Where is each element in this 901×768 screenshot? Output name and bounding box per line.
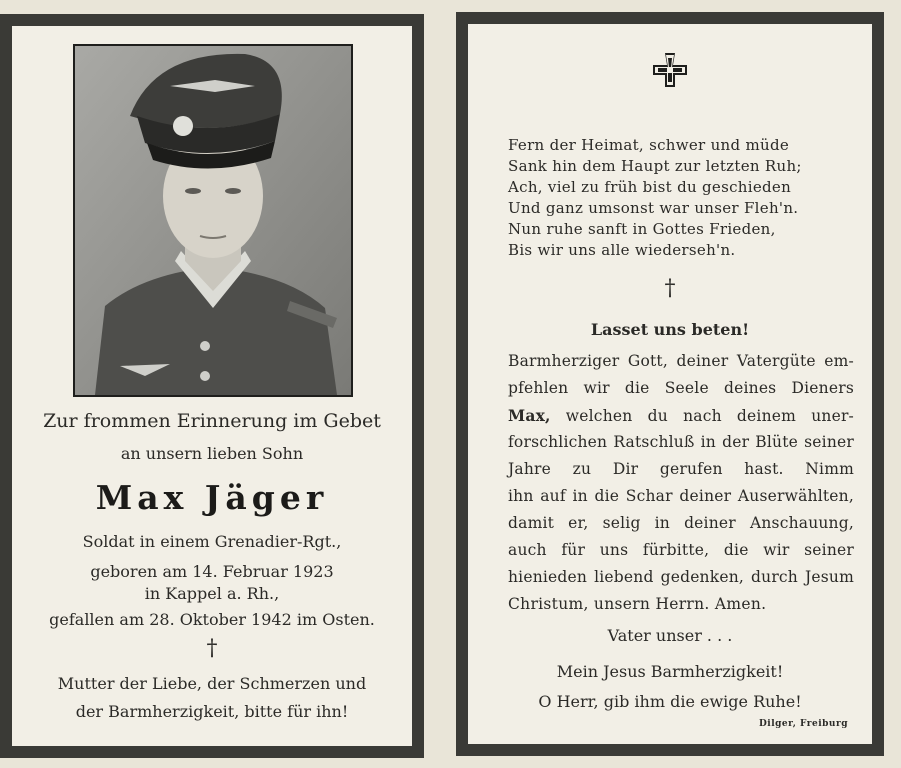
birth-place: in Kappel a. Rh., [144, 584, 280, 603]
poem-line-3: Ach, viel zu früh bist du geschieden [508, 178, 792, 196]
prayer-line-3-rest: welchen du nach deinem uner- [550, 407, 854, 425]
poem-line-6: Bis wir uns alle wiederseh'n. [508, 241, 736, 259]
closing-invocation: Mein Jesus Barmherzigkeit! [556, 662, 784, 681]
prayer-line-2: der Barmherzigkeit, bitte für ihn! [75, 702, 349, 721]
prayer-line-3 [508, 406, 854, 425]
cross-icon: † [664, 276, 676, 301]
poem-line-1: Fern der Heimat, schwer und müde [508, 136, 790, 154]
closing-rest-prayer: O Herr, gib ihm die ewige Ruhe! [538, 692, 802, 711]
prayer-heading: Lasset uns beten! [590, 320, 750, 339]
memorial-card-back [456, 12, 884, 756]
poem-line-2: Sank hin dem Haupt zur letzten Ruh; [508, 157, 802, 175]
deceased-name: Max Jäger [95, 478, 329, 517]
birth-date: geboren am 14. Februar 1923 [90, 562, 334, 581]
poem-line-5: Nun ruhe sanft in Gottes Frieden, [508, 220, 776, 238]
printer-imprint: Dilger, Freiburg [758, 719, 848, 729]
prayer-line-5: Jahre zu Dir gerufen hast. Nimm [508, 460, 854, 478]
dedication-subline: an unsern lieben Sohn [120, 444, 304, 463]
prayer-line-2: pfehlen wir die Seele deines Dieners [508, 379, 854, 397]
prayer-name: Max, [508, 406, 551, 425]
death-date: gefallen am 28. Oktober 1942 im Osten. [49, 610, 375, 629]
prayer-line-8: auch für uns fürbitte, die wir seiner [508, 541, 854, 559]
poem-line-4: Und ganz umsonst war unser Fleh'n. [508, 199, 799, 217]
military-unit: Soldat in einem Grenadier-Rgt., [82, 532, 342, 551]
prayer-line-1: Barmherziger Gott, deiner Vatergüte em- [508, 352, 854, 370]
prayer-line-10: Christum, unsern Herrn. Amen. [508, 595, 767, 613]
dedication-line: Zur frommen Erinnerung im Gebet [43, 410, 381, 432]
prayer-line-4: forschlichen Ratschluß in der Blüte seiner [508, 433, 854, 451]
prayer-line-6: ihn auf in die Schar deiner Auserwählten, [508, 487, 854, 505]
closing-lords-prayer: Vater unser . . . [607, 626, 733, 645]
iron-cross-icon [652, 52, 688, 88]
prayer-line-7: damit er, selig in deiner Anschauung, [508, 514, 854, 532]
prayer-line-9: hienieden liebend gedenken, durch Jesum [508, 568, 854, 586]
cross-icon: † [206, 636, 218, 661]
soldier-portrait-photo [73, 44, 353, 397]
memorial-card-front [0, 14, 424, 758]
prayer-line-1: Mutter der Liebe, der Schmerzen und [57, 674, 367, 693]
